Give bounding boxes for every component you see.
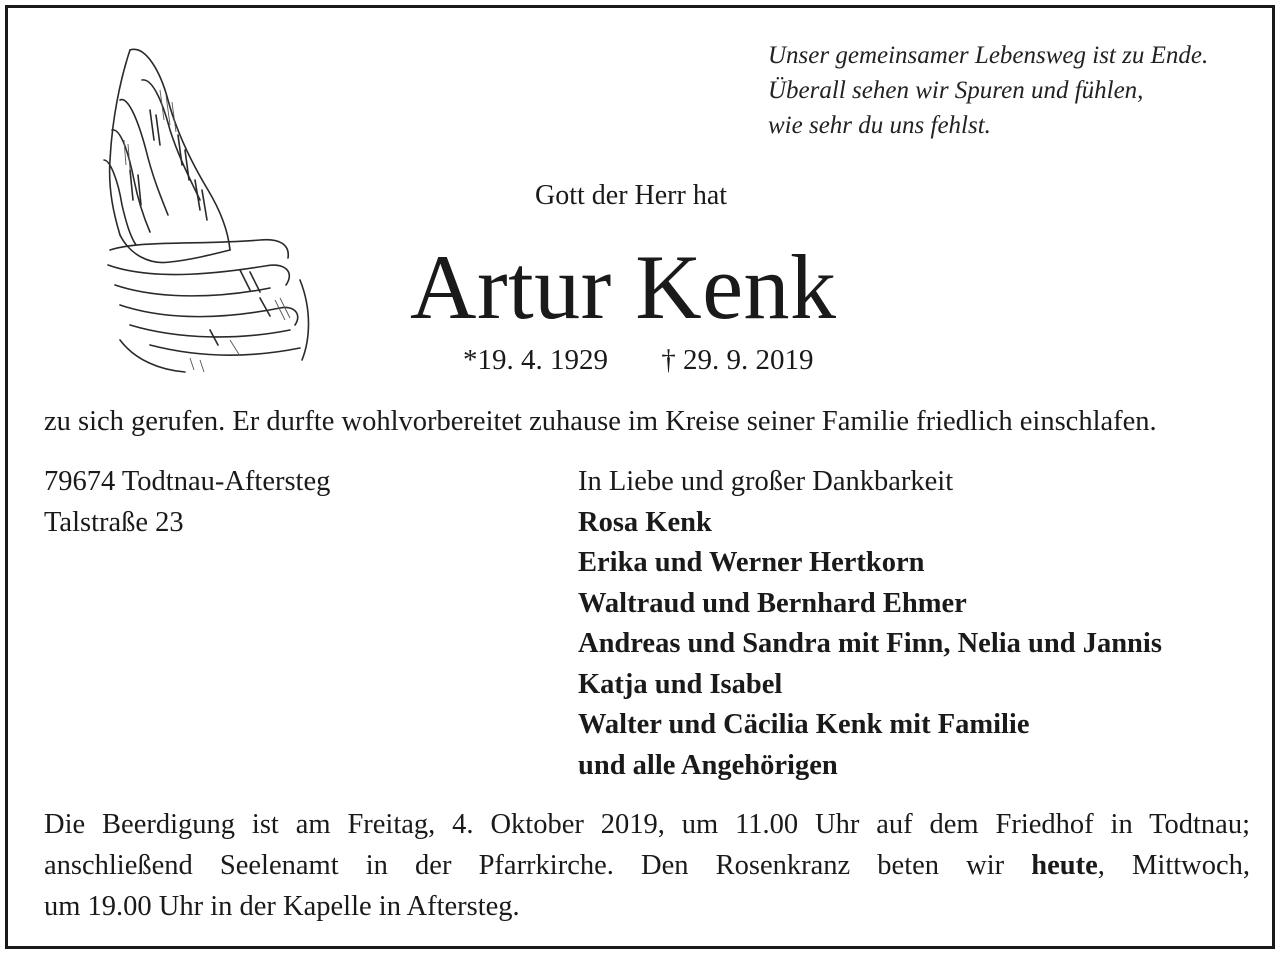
quote-line: wie sehr du uns fehlst. — [768, 112, 991, 139]
funeral-line: Die Beerdigung ist am Freitag, 4. Oktober 2019, um 11.00 Uhr auf dem Friedhof in Todtnau; — [44, 809, 1250, 840]
deceased-name: Artur Kenk — [410, 236, 837, 338]
called-text: zu sich gerufen. Er durfte wohlvorbereitet zuhause im Kreise seiner Familie friedlich einschlafen. — [44, 406, 1157, 437]
funeral-line: um 19.00 Uhr in der Kapelle in Aftersteg. — [44, 891, 520, 922]
life-dates — [463, 344, 814, 377]
family-member: Andreas und Sandra mit Finn, Nelia und Jannis — [578, 628, 1162, 659]
funeral-info — [44, 804, 1250, 927]
family-block — [578, 462, 1162, 786]
family-member: Erika und Werner Hertkorn — [578, 547, 925, 578]
birth-date: *19. 4. 1929 — [463, 344, 608, 376]
family-member: Rosa Kenk — [578, 506, 712, 538]
quote-line: Überall sehen wir Spuren und fühlen, — [768, 77, 1144, 104]
family-member: Walter und Cäcilia Kenk mit Familie — [578, 709, 1030, 740]
funeral-line — [44, 845, 1250, 886]
family-member: Katja und Isabel — [578, 668, 783, 700]
address-city: 79674 Todtnau-Aftersteg — [44, 466, 331, 497]
obituary-content — [8, 8, 1272, 946]
funeral-emphasis: heute — [1031, 850, 1098, 881]
obituary-frame — [5, 5, 1275, 949]
family-heading: In Liebe und großer Dankbarkeit — [578, 466, 954, 497]
praying-hands-icon — [90, 40, 320, 380]
address-street: Talstraße 23 — [44, 506, 184, 538]
funeral-text: , Mittwoch, — [1097, 850, 1251, 881]
intro-text: Gott der Herr hat — [535, 180, 728, 211]
quote-line: Unser gemeinsamer Lebensweg ist zu Ende. — [768, 42, 1209, 69]
memorial-quote — [768, 38, 1268, 143]
address-block — [44, 462, 330, 543]
funeral-text: anschließend Seelenamt in der Pfarrkirche. Den Rosenkranz beten wir — [44, 850, 1032, 881]
death-date: † 29. 9. 2019 — [661, 344, 814, 376]
family-member: Waltraud und Bernhard Ehmer — [578, 587, 967, 619]
family-member: und alle Angehörigen — [578, 749, 838, 781]
